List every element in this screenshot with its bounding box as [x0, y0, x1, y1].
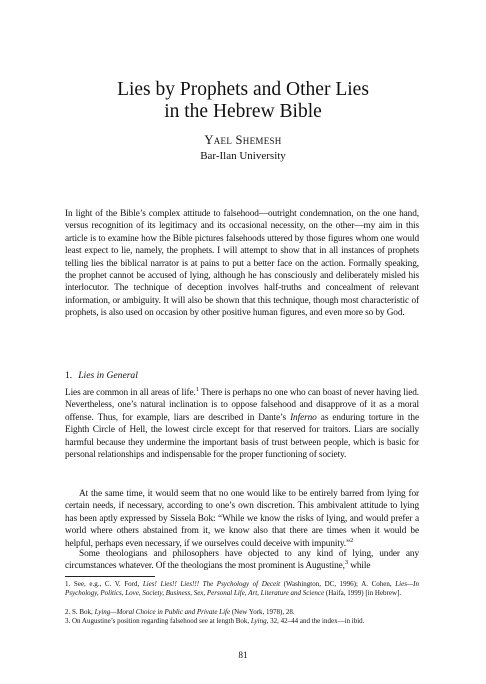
paragraph-text: At the same time, it would seem that no one would like to be entirely barred from lying for certain needs, if necessary, according to one’s own discretion. This ambivalent attitude to lying has been aptly expressed by Sissela Bok: “While we know the risks of lying, and would prefer a world where others abstained from it, we know also that there are times when it would be helpful, perhaps even necessary, if we ourselves could deceive with impunity.” — [65, 489, 419, 549]
paragraph-text: as enduring torture in the Eighth Circle of Hell, the lowest circle except for that reserved for traitors. Liars are socially harmful because they undermine the important basis of trust between people, which is basic for personal relationships and indispensable for the proper functioning of society. — [65, 412, 419, 461]
footnote-text: (Washington, DC, 1996); A. Cohen, — [280, 580, 396, 588]
footnote-1 — [65, 580, 419, 599]
author-name: Yael Shemesh — [204, 133, 282, 147]
footnote-text: 1. See, e.g., C. V. Ford, — [65, 580, 143, 588]
footnote-text: 3. On Augustine’s position regarding falsehood see at length Bok, — [65, 617, 251, 625]
article-title-line-2: in the Hebrew Bible — [164, 101, 322, 122]
paragraph-text: Lies are common in all areas of life. — [65, 388, 196, 398]
author-affiliation: Bar-Ilan University — [200, 150, 286, 162]
article-title-line-1: Lies by Prophets and Other Lies — [117, 79, 369, 100]
footnote-italic: Lying — [250, 617, 267, 625]
section-heading — [65, 370, 138, 382]
footnote-text: 2. S. Bok, — [65, 608, 95, 616]
footnote-marker[interactable]: 3 — [344, 559, 349, 567]
body-paragraph-1 — [65, 387, 419, 461]
footnote-marker[interactable]: 2 — [350, 536, 354, 544]
section-number: 1. — [65, 370, 73, 381]
italic-title: Inferno — [290, 412, 317, 423]
footnote-text: (Haifa, 1999) [in Hebrew]. — [324, 589, 402, 598]
footnote-text: , 32, 42–44 and the index—in ibid. — [266, 617, 365, 625]
paragraph-text: Some theologians and philosophers have objected to any kind of lying, under any circumstances whatever. Of the theologians the most prominent is Augustine, — [65, 549, 419, 572]
abstract: In light of the Bible’s complex attitude to falsehood—outright condemnation, on the one hand, versus recognition of its legitimacy and its occasional necessity, on the other—my aim in this article is to examine how the Bible pictures falsehoods uttered by those figures whom one would least expect to lie, namely, the prophets. I will attempt to show that in all instances of prophets telling lies the biblical narrator is at pains to put a better face on the action. Formally speaking, the prophet cannot be accused of lying, although he has consciously and deliberately misled his interlocutor. The technique of deception involves half-truths and concealment of relevant information, or ambiguity. It will also be shown that this technique, though most characteristic of prophets, is also used on occasion by other positive human figures, and even more so by God. — [65, 209, 419, 319]
body-paragraph-2 — [65, 488, 419, 550]
page-number: 81 — [238, 651, 248, 661]
paragraph-text: There is perhaps no one who can boast of never having lied. Nevertheless, one’s natural inclination is to oppose falsehood and disapprove of it as a moral offense. Thus, for example, liars are described in Dante’s — [65, 388, 419, 423]
paragraph-text: while — [348, 561, 371, 572]
footnote-italic: Lies! Lies!! Lies!!! The Psychology of Deceit — [142, 580, 281, 588]
footnote-text: (New York, 1978), 28. — [230, 608, 295, 616]
footnote-italic: Lies—In Psychology, Politics, Love, Society, Business, Sex, Personal Life, Art, Literature and Science — [65, 580, 419, 598]
footnote-divider — [65, 576, 155, 577]
footnote-3 — [65, 617, 419, 626]
footnote-marker[interactable]: 1 — [195, 385, 199, 393]
section-title: Lies in General — [78, 370, 138, 381]
body-paragraph-3 — [65, 548, 419, 573]
footnote-italic: Lying—Moral Choice in Public and Private Life — [94, 608, 231, 616]
footnote-2 — [65, 608, 419, 617]
